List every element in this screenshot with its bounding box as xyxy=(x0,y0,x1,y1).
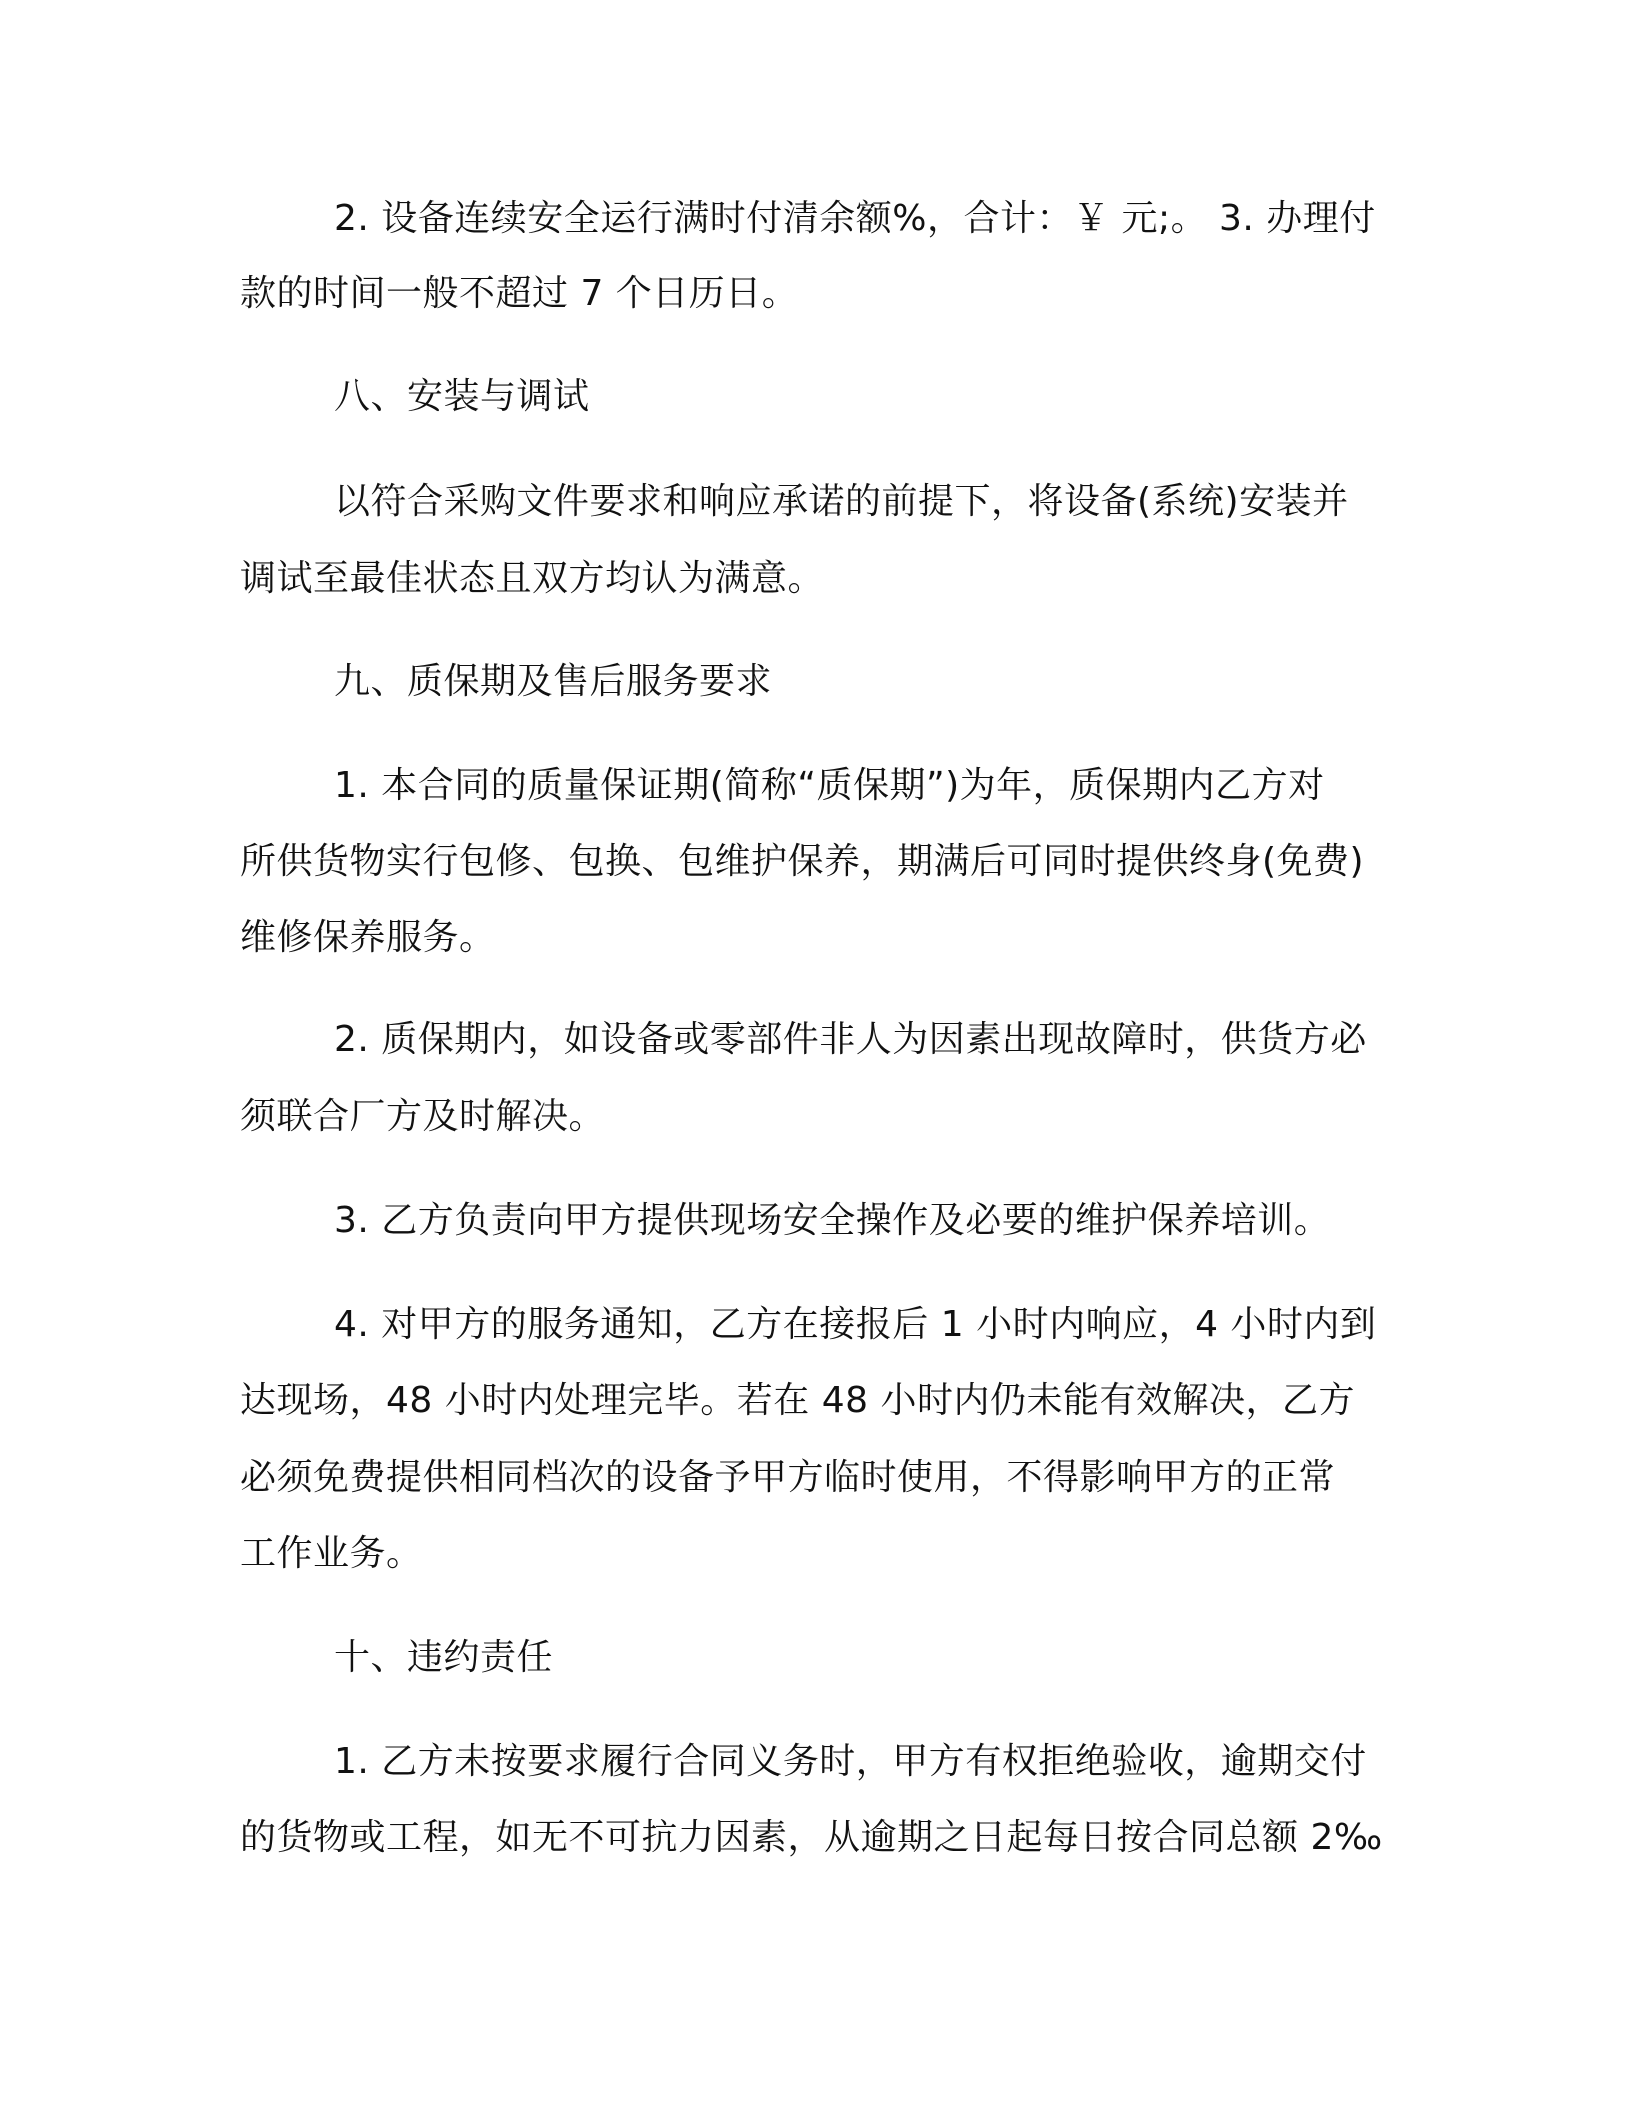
warranty-clause-1-line-3: 维修保养服务。 xyxy=(240,917,496,958)
breach-clause-1-line-2: 的货物或工程，如无不可抗力因素，从逾期之日起每日按合同总额 2‰ xyxy=(240,1817,1383,1858)
warranty-clause-1-line-1: 1. 本合同的质量保证期(简称“质保期”)为年，质保期内乙方对 xyxy=(334,765,1325,806)
breach-clause-1-line-1: 1. 乙方未按要求履行合同义务时，甲方有权拒绝验收，逾期交付 xyxy=(334,1741,1367,1782)
warranty-clause-2-line-1: 2. 质保期内，如设备或零部件非人为因素出现故障时，供货方必 xyxy=(334,1019,1367,1060)
installation-paragraph-line-2: 调试至最佳状态且双方均认为满意。 xyxy=(240,558,825,599)
section-heading-installation: 八、安装与调试 xyxy=(334,376,590,417)
warranty-clause-4-line-3: 必须免费提供相同档次的设备予甲方临时使用，不得影响甲方的正常 xyxy=(240,1457,1336,1498)
payment-clause-2-line-1: 2. 设备连续安全运行满时付清余额%，合计：￥ 元;。 3. 办理付 xyxy=(334,198,1376,239)
warranty-clause-4-line-1: 4. 对甲方的服务通知，乙方在接报后 1 小时内响应，4 小时内到 xyxy=(334,1304,1377,1345)
payment-clause-2-line-2: 款的时间一般不超过 7 个日历日。 xyxy=(240,273,799,314)
warranty-clause-2-line-2: 须联合厂方及时解决。 xyxy=(240,1096,606,1137)
warranty-clause-4-line-4: 工作业务。 xyxy=(240,1533,423,1574)
section-heading-breach: 十、违约责任 xyxy=(334,1637,554,1678)
warranty-clause-1-line-2: 所供货物实行包修、包换、包维护保养，期满后可同时提供终身(免费) xyxy=(240,841,1365,882)
section-heading-warranty: 九、质保期及售后服务要求 xyxy=(334,661,773,702)
warranty-clause-3: 3. 乙方负责向甲方提供现场安全操作及必要的维护保养培训。 xyxy=(334,1200,1331,1241)
installation-paragraph-line-1: 以符合采购文件要求和响应承诺的前提下，将设备(系统)安装并 xyxy=(334,481,1349,522)
warranty-clause-4-line-2: 达现场，48 小时内处理完毕。若在 48 小时内仍未能有效解决，乙方 xyxy=(240,1380,1355,1421)
